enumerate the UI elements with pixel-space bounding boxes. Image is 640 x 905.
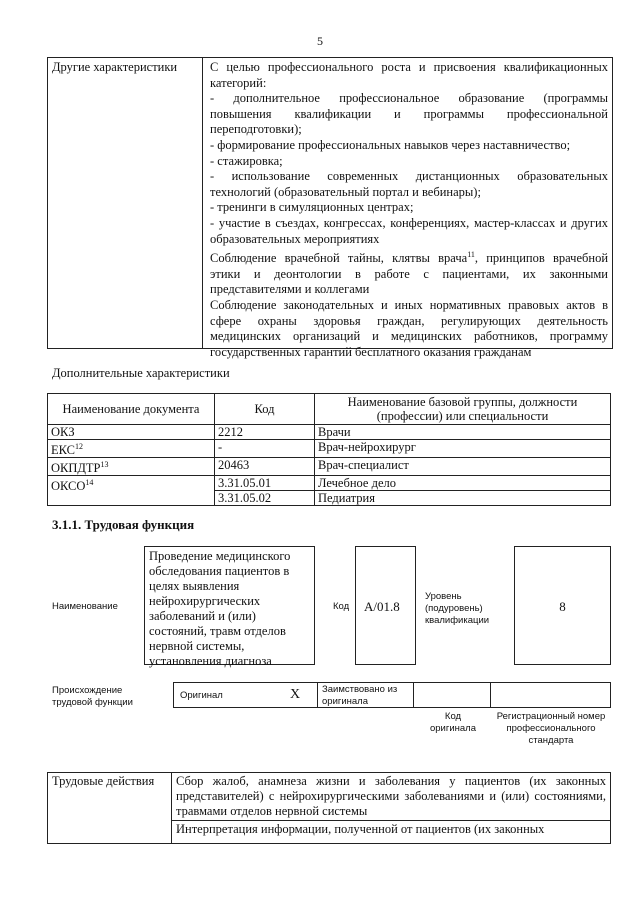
borrowed-cell: [317, 682, 414, 708]
footnote-ref: 11: [467, 250, 475, 260]
borrowed-label: Заимствовано из оригинала: [322, 684, 398, 707]
other-char-line: С целью профессионального роста и присвоения квалификационных категорий:: [210, 60, 608, 90]
name-cell: Врач-специалист: [315, 458, 611, 476]
name-label: Наименование: [52, 601, 118, 612]
table-row: [48, 425, 611, 440]
footnote-ref: 12: [75, 442, 83, 451]
other-characteristics-table: [47, 57, 613, 359]
col-header-name: Наименование базовой группы, должности (профессии) или специальности: [315, 394, 611, 425]
other-char-line: - формирование профессиональных навыков через наставничество;: [210, 137, 571, 152]
doc-name: ОКПДТР: [51, 461, 101, 476]
additional-characteristics-table: [47, 393, 611, 506]
other-char-line: - дополнительное профессиональное образование (программы повышения квалификации и программы профессиональной переподготовки);: [210, 91, 608, 137]
secrecy-paragraph: Соблюдение врачебной тайны, клятвы врача$^{11}$, принципов врачебной этики и деонтологии в работе с пациентами, их законными представителями и коллегами: [210, 250, 609, 297]
table-row: [48, 476, 611, 491]
code-original-caption: Код оригинала: [429, 711, 476, 734]
code-cell: 3.31.05.01: [215, 476, 315, 491]
labor-action-item: Сбор жалоб, анамнеза жизни и заболевания у пациентов (их законных представителей) с нейрохирургическими заболеваниями и (или) состояниями, травмами отделов нервной системы: [172, 773, 611, 821]
other-char-line: - тренинги в симуляционных центрах;: [210, 200, 414, 215]
code-original-cell: [413, 682, 491, 708]
table-row: [48, 440, 611, 458]
labor-actions-table: [47, 772, 611, 844]
code-label: Код: [333, 601, 350, 612]
doc-name: ОКСО: [51, 479, 86, 494]
code-cell: 2212: [215, 425, 315, 440]
labor-actions-label: Трудовые действия: [48, 773, 172, 844]
original-mark: X: [290, 687, 301, 702]
reg-number-cell: [490, 682, 611, 708]
labor-action-item: Интерпретация информации, полученной от пациентов (их законных: [172, 821, 611, 844]
other-char-line: - использование современных дистанционных образовательных технологий (образовательный портал и вебинары);: [210, 169, 608, 199]
other-char-line: - участие в съездах, конгрессах, конференциях, мастер-классах и других образовательных мероприятиях: [210, 215, 608, 246]
other-characteristics-label: Другие характеристики: [48, 58, 203, 348]
other-characteristics-content: [210, 60, 608, 360]
footnote-ref: 14: [85, 478, 94, 488]
original-label: Оригинал: [180, 690, 223, 701]
code-cell: -: [215, 440, 315, 458]
col-header-doc: Наименование документа: [48, 394, 215, 425]
table-row: [48, 773, 611, 821]
doc-name: ЕКС: [51, 443, 75, 458]
name-cell: Врачи: [315, 425, 611, 440]
original-cell: [173, 682, 318, 708]
doc-name: ОКЗ: [51, 425, 75, 439]
table-row: [48, 458, 611, 476]
function-code-box: A/01.8: [355, 546, 416, 665]
name-cell: Врач-нейрохирург: [315, 440, 611, 458]
labor-function-title: 3.1.1. Трудовая функция: [52, 517, 195, 532]
col-header-code: Код: [215, 394, 315, 425]
name-cell: Лечебное дело: [315, 476, 611, 491]
code-cell: 20463: [215, 458, 315, 476]
reg-number-caption: Регистрационный номер профессионального стандарта: [496, 711, 606, 746]
table-header-row: [48, 394, 611, 425]
code-cell: 3.31.05.02: [215, 491, 315, 506]
name-cell: Педиатрия: [315, 491, 611, 506]
other-char-line: - стажировка;: [210, 153, 283, 168]
law-paragraph: Соблюдение законодательных и иных нормативных правовых актов в сфере охраны здоровья граждан, регулирующих деятельность медицинских организаций и медицинских работников, программу государственных гарантий бесплатного оказания гражданам: [210, 298, 608, 359]
page-number: 5: [317, 34, 323, 48]
footnote-ref: 13: [100, 460, 109, 470]
additional-caption: Дополнительные характеристики: [52, 366, 230, 380]
level-label: Уровень (подуровень) квалификации: [425, 591, 490, 626]
origin-label: Происхождение трудовой функции: [52, 685, 133, 708]
level-box: 8: [514, 546, 611, 665]
function-name-box: Проведение медицинского обследования пациентов в целях выявления нейрохирургических заболеваний и (или) состояний, травм отделов нервной системы, установления диагноза: [144, 546, 315, 665]
